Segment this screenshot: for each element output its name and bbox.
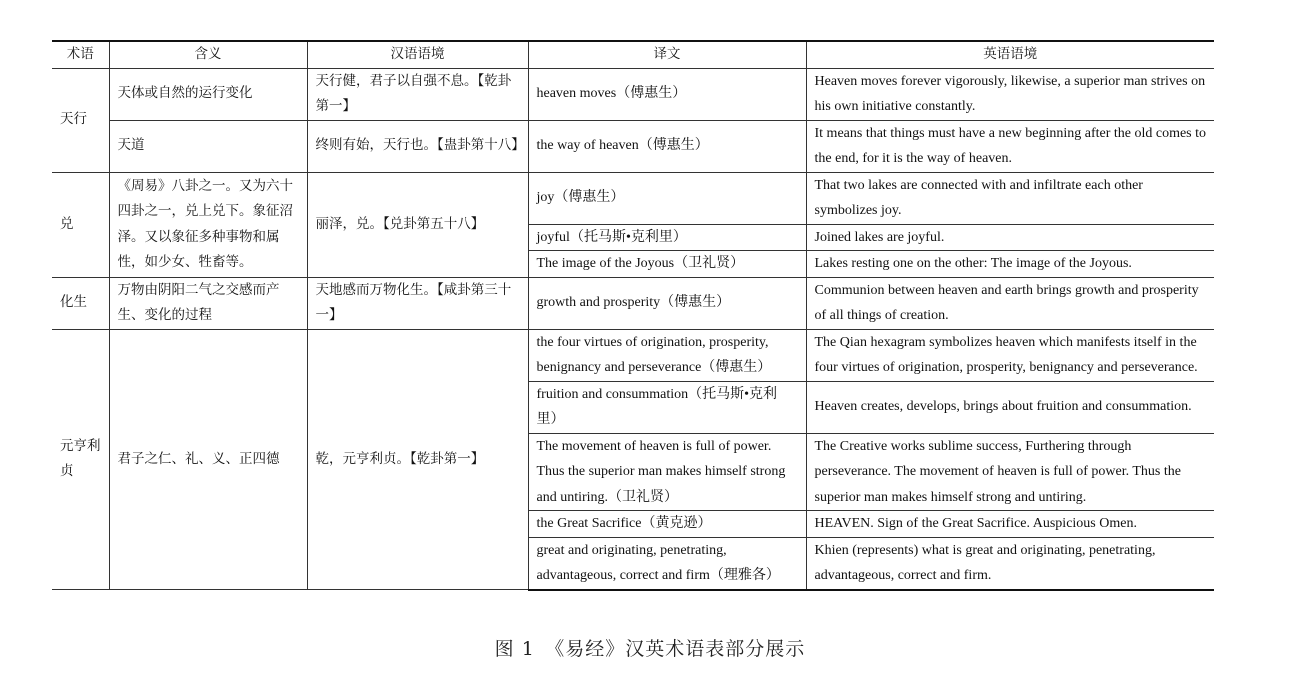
translation-cell: The image of the Joyous（卫礼贤） bbox=[528, 251, 806, 278]
meaning-cell: 天道 bbox=[109, 120, 307, 172]
header-meaning: 含义 bbox=[109, 41, 307, 68]
translation-cell: the Great Sacrifice（黄克逊） bbox=[528, 511, 806, 538]
meaning-cell: 《周易》八卦之一。又为六十四卦之一，兑上兑下。象征沼泽。又以象征多种事物和属性，如少女、牲畜等。 bbox=[109, 172, 307, 277]
chinese-context-cell: 天行健，君子以自强不息。【乾卦第一】 bbox=[307, 68, 528, 120]
terminology-table bbox=[52, 40, 1214, 591]
header-english-context: 英语语境 bbox=[806, 41, 1214, 68]
english-context-cell: Khien (represents) what is great and originating, penetrating, advantageous, correct and firm. bbox=[806, 537, 1214, 590]
translation-cell: fruition and consummation（托马斯•克利里） bbox=[528, 381, 806, 433]
chinese-context-cell: 丽泽，兑。【兑卦第五十八】 bbox=[307, 172, 528, 277]
header-chinese-context: 汉语语境 bbox=[307, 41, 528, 68]
translation-cell: growth and prosperity（傅惠生） bbox=[528, 277, 806, 329]
translation-cell: joy（傅惠生） bbox=[528, 172, 806, 224]
header-translation: 译文 bbox=[528, 41, 806, 68]
table-row bbox=[52, 172, 1214, 224]
english-context-cell: The Qian hexagram symbolizes heaven which manifests itself in the four virtues of origination, prosperity, benignancy and perseverance. bbox=[806, 329, 1214, 381]
term-cell: 化生 bbox=[52, 277, 109, 329]
chinese-context-cell: 乾，元亨利贞。【乾卦第一】 bbox=[307, 329, 528, 590]
term-cell: 元亨利贞 bbox=[52, 329, 109, 590]
header-term: 术语 bbox=[52, 41, 109, 68]
english-context-cell: Communion between heaven and earth brings growth and prosperity of all things of creation. bbox=[806, 277, 1214, 329]
chinese-context-cell: 终则有始，天行也。【蛊卦第十八】 bbox=[307, 120, 528, 172]
term-cell: 天行 bbox=[52, 68, 109, 172]
translation-cell: the four virtues of origination, prosperity, benignancy and perseverance（傅惠生） bbox=[528, 329, 806, 381]
chinese-context-cell: 天地感而万物化生。【咸卦第三十一】 bbox=[307, 277, 528, 329]
english-context-cell: It means that things must have a new beginning after the old comes to the end, for it is the way of heaven. bbox=[806, 120, 1214, 172]
english-context-cell: The Creative works sublime success, Furthering through perseverance. The movement of heaven is full of power. Thus the superior man makes himself strong and untiring. bbox=[806, 433, 1214, 511]
english-context-cell: Lakes resting one on the other: The image of the Joyous. bbox=[806, 251, 1214, 278]
english-context-cell: HEAVEN. Sign of the Great Sacrifice. Auspicious Omen. bbox=[806, 511, 1214, 538]
translation-cell: The movement of heaven is full of power. Thus the superior man makes himself strong and untiring.（卫礼贤） bbox=[528, 433, 806, 511]
table-row bbox=[52, 68, 1214, 120]
table-row bbox=[52, 277, 1214, 329]
meaning-cell: 君子之仁、礼、义、正四德 bbox=[109, 329, 307, 590]
table-row bbox=[52, 120, 1214, 172]
translation-cell: heaven moves（傅惠生） bbox=[528, 68, 806, 120]
meaning-cell: 万物由阴阳二气之交感而产生、变化的过程 bbox=[109, 277, 307, 329]
english-context-cell: Heaven creates, develops, brings about fruition and consummation. bbox=[806, 381, 1214, 433]
figure-caption: 图 1 《易经》汉英术语表部分展示 bbox=[494, 638, 806, 660]
translation-cell: the way of heaven（傅惠生） bbox=[528, 120, 806, 172]
english-context-cell: Joined lakes are joyful. bbox=[806, 224, 1214, 251]
table-row bbox=[52, 329, 1214, 381]
term-cell: 兑 bbox=[52, 172, 109, 277]
translation-cell: joyful（托马斯•克利里） bbox=[528, 224, 806, 251]
meaning-cell: 天体或自然的运行变化 bbox=[109, 68, 307, 120]
english-context-cell: Heaven moves forever vigorously, likewise, a superior man strives on his own initiative constantly. bbox=[806, 68, 1214, 120]
header-row bbox=[52, 41, 1214, 68]
english-context-cell: That two lakes are connected with and infiltrate each other symbolizes joy. bbox=[806, 172, 1214, 224]
translation-cell: great and originating, penetrating, advantageous, correct and firm（理雅各） bbox=[528, 537, 806, 590]
